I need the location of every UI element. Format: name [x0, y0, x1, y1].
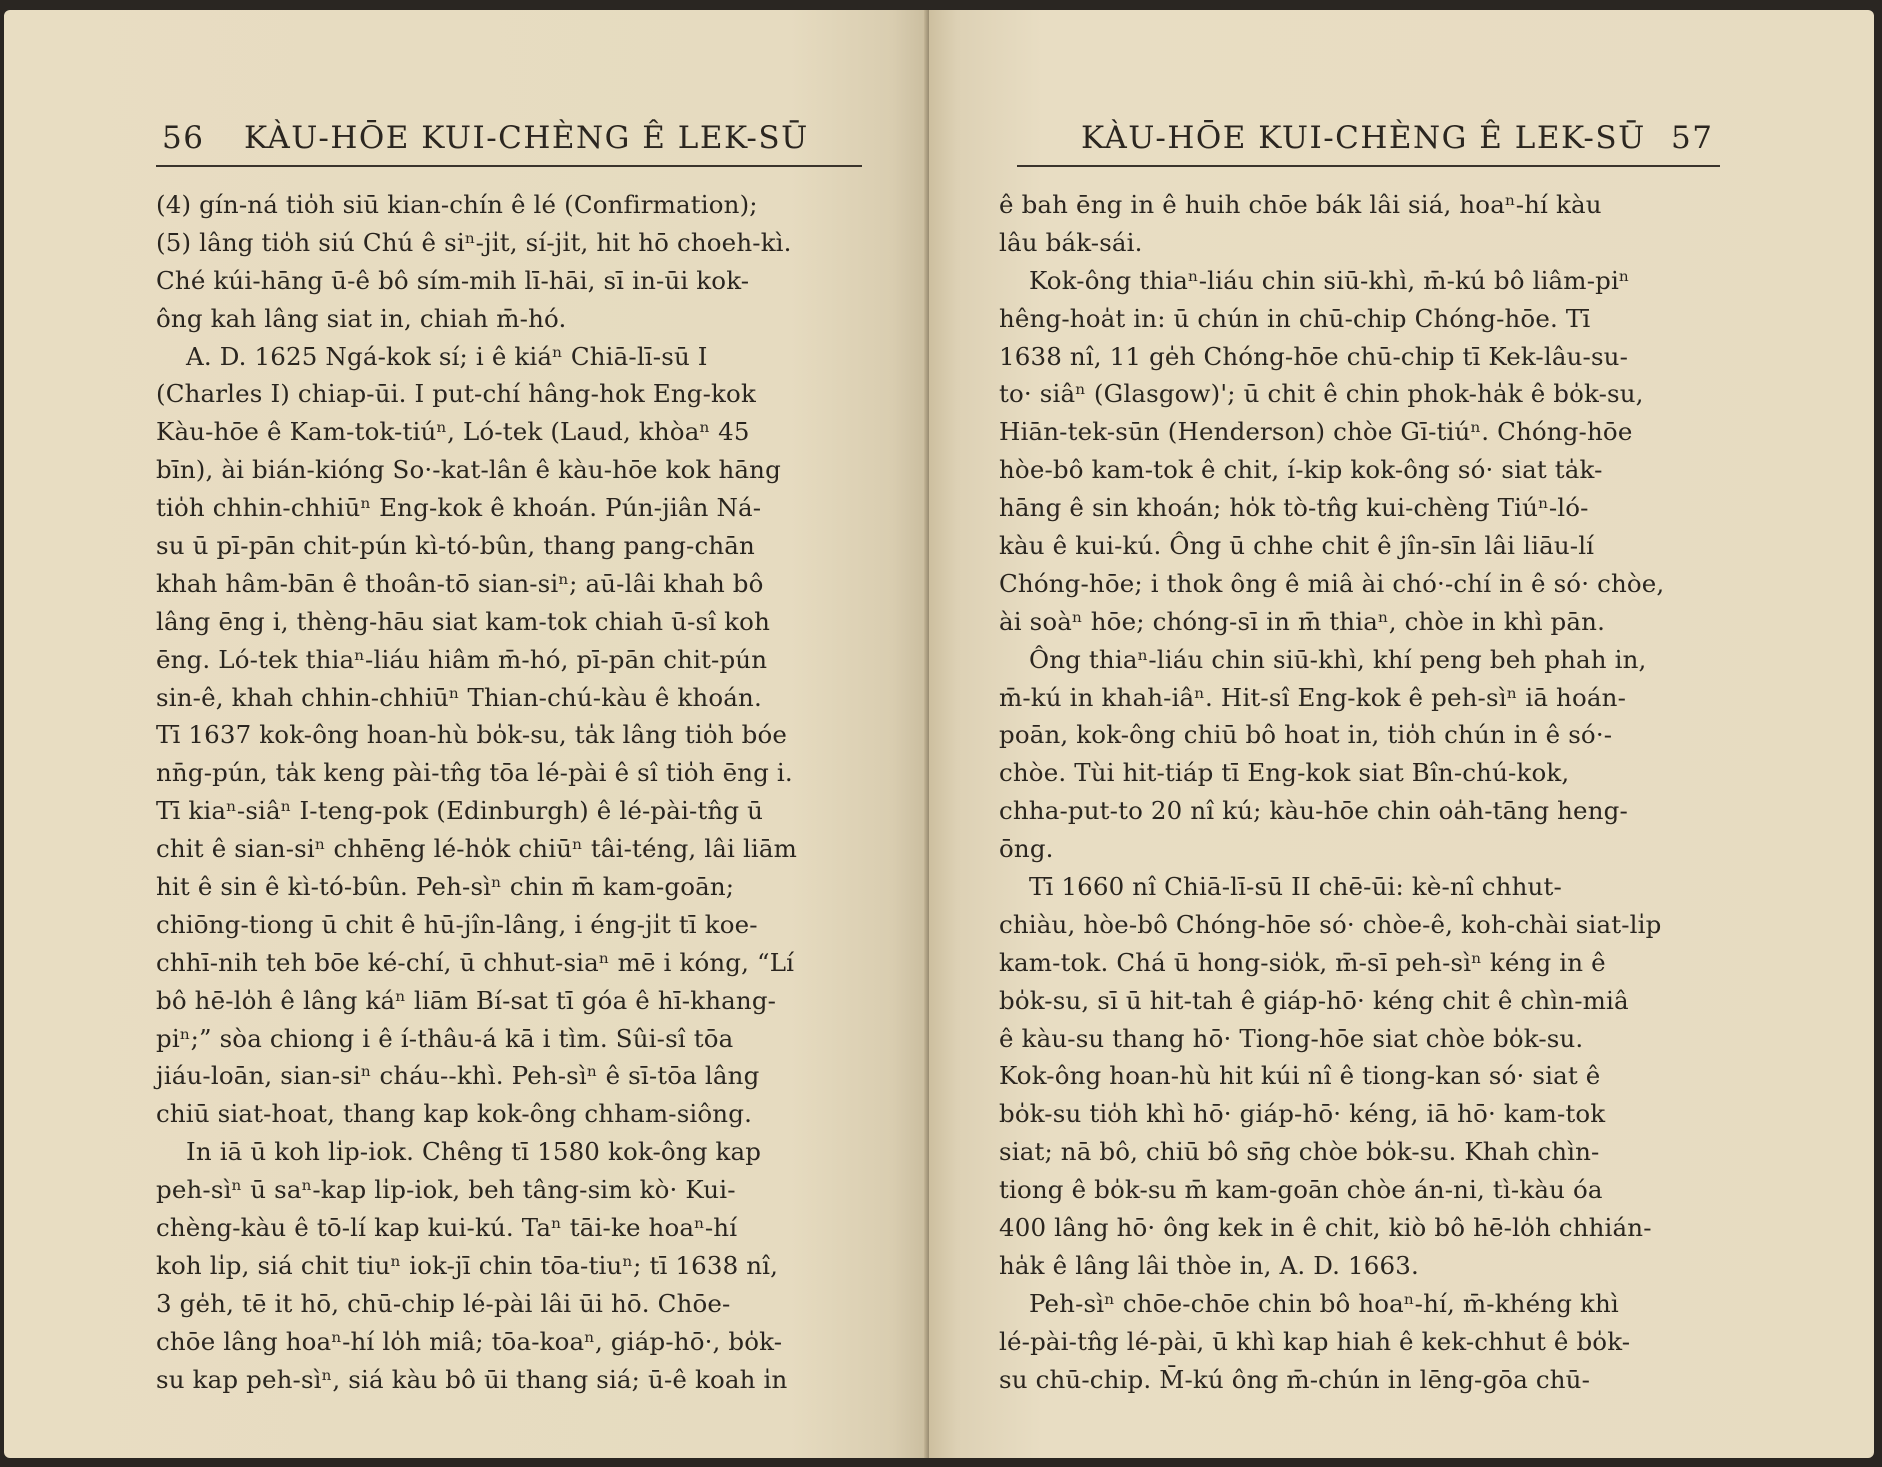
text-line: chōe lâng hoaⁿ-hí lo̍h miâ; tōa-koaⁿ, giáp-hō·, bo̍k-	[156, 1326, 783, 1356]
text-line: bô hē-lo̍h ê lâng káⁿ liām Bí-sat tī góa ê hī-khang-	[156, 985, 777, 1015]
text-line: poān, kok-ông chiū bô hoat in, tio̍h chún in ê só·-	[999, 720, 1613, 750]
text-line: chòe. Tùi hit-tiáp tī Eng-kok siat Bîn-chú-kok,	[999, 758, 1570, 788]
text-line: 1638 nî, 11 ge̍h Chóng-hōe chū-chip tī Kek-lâu-su-	[999, 341, 1629, 371]
text-line: tiong ê bo̍k-su m̄ kam-goān chòe án-ni, tì-kàu óa	[999, 1175, 1603, 1205]
text-line: to· siâⁿ (Glasgow)'; ū chit ê chin phok-ha̍k ê bo̍k-su,	[999, 379, 1644, 409]
text-line: Hiān-tek-sūn (Henderson) chòe Gī-tiúⁿ. Chóng-hōe	[999, 417, 1633, 447]
text-line: tio̍h chhin-chhiūⁿ Eng-kok ê khoán. Pún-jiân Ná-	[156, 493, 762, 523]
text-line: Tī kiaⁿ-siâⁿ I-teng-pok (Edinburgh) ê lé-pài-tn̂g ū	[156, 796, 764, 826]
text-line: chiōng-tiong ū chit ê hū-jîn-lâng, i éng-ji̍t tī koe-	[156, 909, 758, 939]
text-line: hòe-bô kam-tok ê chit, í-kip kok-ông só· siat ta̍k-	[999, 455, 1603, 485]
text-line: hêng-hoa̍t in: ū chún in chū-chip Chóng-hōe. Tī	[999, 303, 1591, 333]
left-page-number: 56	[162, 120, 205, 156]
text-line: lé-pài-tn̂g lé-pài, ū khì kap hiah ê kek-chhut ê bo̍k-	[999, 1326, 1631, 1356]
text-line: Kok-ông hoan-hù hit kúi nî ê tiong-kan só· siat ê	[999, 1061, 1601, 1091]
text-line: (Charles I) chiap-ūi. I put-chí hâng-hok Eng-kok	[156, 379, 756, 409]
right-page	[929, 10, 1874, 1458]
text-line: su kap peh-sìⁿ, siá kàu bô ūi thang siá; ū-ê koah i̍n	[156, 1364, 788, 1394]
text-line: su ū pī-pān chit-pún kì-tó-bûn, thang pang-chān	[156, 531, 755, 561]
text-line: kàu ê kui-kú. Ông ū chhe chit ê jîn-sīn lâi liāu-lí	[999, 531, 1595, 561]
text-line: bīn), ài bián-kióng So·-kat-lân ê kàu-hōe kok hāng	[156, 455, 781, 485]
text-line: In iā ū koh li̍p-iok. Chêng tī 1580 kok-ông kap	[186, 1137, 762, 1167]
text-line: (5) lâng tio̍h siú Chú ê siⁿ-ji̍t, sí-ji̍t, hit hō choeh-kì.	[156, 227, 792, 257]
right-header-rule	[1017, 165, 1720, 167]
text-line: Ông thiaⁿ-liáu chin siū-khì, khí peng beh phah in,	[1029, 644, 1647, 674]
text-line: peh-sìⁿ ū saⁿ-kap li̍p-iok, beh tâng-sim kò· Kui-	[156, 1175, 736, 1205]
text-line: ê kàu-su thang hō· Tiong-hōe siat chòe bo̍k-su.	[999, 1023, 1584, 1053]
text-line: bo̍k-su tio̍h khì hō· giáp-hō· kéng, iā hō· kam-tok	[999, 1099, 1606, 1129]
text-line: ōng.	[999, 834, 1054, 864]
text-line: Tī 1637 kok-ông hoan-hù bo̍k-su, ta̍k lâng tio̍h bóe	[156, 720, 788, 750]
text-line: ài soàⁿ hōe; chóng-sī in m̄ thiaⁿ, chòe in khì pān.	[999, 606, 1606, 636]
text-line: ēng. Ló-tek thiaⁿ-liáu hiâm m̄-hó, pī-pān chit-pún	[156, 644, 768, 674]
text-line: Tī 1660 nî Chiā-lī-sū II chē-ūi: kè-nî chhut-	[1029, 872, 1562, 902]
text-line: ông kah lâng siat in, chiah m̄-hó.	[156, 303, 567, 333]
left-header-rule	[156, 165, 862, 167]
text-line: jiáu-loān, sian-siⁿ cháu--khì. Peh-sìⁿ ê sī-tōa lâng	[156, 1061, 760, 1091]
right-body-text	[999, 186, 1719, 1399]
right-page-number: 57	[1671, 120, 1714, 156]
text-line: chit ê sian-siⁿ chhēng lé-ho̍k chiūⁿ tâi-téng, lâi liām	[156, 834, 798, 864]
text-line: ha̍k ê lâng lâi thòe in, A. D. 1663.	[999, 1250, 1419, 1280]
text-line: 400 lâng hō· ông kek in ê chit, kiò bô hē-lo̍h chhián-	[999, 1213, 1652, 1243]
text-line: hāng ê sin khoán; ho̍k tò-tn̂g kui-chèng Tiúⁿ-ló-	[999, 493, 1589, 523]
text-line: piⁿ;” sòa chiong i ê í-thâu-á kā i tìm. Sûi-sî tōa	[156, 1023, 734, 1053]
text-line: 3 ge̍h, tē it hō, chū-chip lé-pài lâi ūi hō. Chōe-	[156, 1288, 731, 1318]
text-line: chèng-kàu ê tō-lí kap kui-kú. Taⁿ tāi-ke hoaⁿ-hí	[156, 1213, 738, 1243]
text-line: Ché kúi-hāng ū-ê bô sím-mih lī-hāi, sī in-ūi kok-	[156, 265, 750, 295]
text-line: lâng ēng i, thèng-hāu siat kam-tok chiah ū-sî koh	[156, 606, 770, 636]
text-line: lâu bák-sái.	[999, 227, 1143, 257]
text-line: m̄-kú in khah-iâⁿ. Hit-sî Eng-kok ê peh-sìⁿ iā hoán-	[999, 682, 1627, 712]
text-line: hit ê sin ê kì-tó-bûn. Peh-sìⁿ chin m̄ kam-goān;	[156, 872, 735, 902]
text-line: kam-tok. Chá ū hong-sio̍k, m̄-sī peh-sìⁿ kéng in ê	[999, 947, 1606, 977]
text-line: chhī-nih teh bōe ké-chí, ū chhut-siaⁿ mē i kóng, “Lí	[156, 947, 795, 977]
text-line: bo̍k-su, sī ū hit-tah ê giáp-hō· kéng chit ê chìn-miâ	[999, 985, 1629, 1015]
text-line: nn̄g-pún, ta̍k keng pài-tn̂g tōa lé-pài ê sî tio̍h ēng i.	[156, 758, 793, 788]
text-line: (4) gín-ná tio̍h siū kian-chín ê lé (Confirmation);	[156, 190, 758, 219]
text-line: A. D. 1625 Ngá-kok sí; i ê kiáⁿ Chiā-lī-sū I	[186, 341, 708, 371]
text-line: chiàu, hòe-bô Chóng-hōe só· chòe-ê, koh-chài siat-li̍p	[999, 909, 1662, 939]
text-line: koh li̍p, siá chit tiuⁿ iok-jī chin tōa-tiuⁿ; tī 1638 nî,	[156, 1250, 779, 1280]
left-running-header: KÀU-HŌE KUI-CHÈNG Ê LEK-SŪ	[244, 120, 809, 156]
left-body-text	[156, 186, 871, 1399]
text-line: siat; nā bô, chiū bô sn̄g chòe bo̍k-su. Khah chìn-	[999, 1137, 1600, 1167]
text-line: sin-ê, khah chhin-chhiūⁿ Thian-chú-kàu ê khoán.	[156, 682, 762, 712]
text-line: khah hâm-bān ê thoân-tō sian-siⁿ; aū-lâi khah bô	[156, 568, 764, 598]
left-page	[4, 10, 929, 1458]
text-line: Kok-ông thiaⁿ-liáu chin siū-khì, m̄-kú bô liâm-piⁿ	[1029, 265, 1630, 295]
text-line: ê bah ēng in ê huih chōe bák lâi siá, hoaⁿ-hí kàu	[999, 190, 1602, 219]
text-line: su chū-chip. M̄-kú ông m̄-chún in lēng-gōa chū-	[999, 1364, 1591, 1394]
text-line: chiū siat-hoat, thang kap kok-ông chham-siông.	[156, 1099, 753, 1129]
text-line: Chóng-hōe; i thok ông ê miâ ài chó·-chí in ê só· chòe,	[999, 568, 1665, 598]
text-line: Peh-sìⁿ chōe-chōe chin bô hoaⁿ-hí, m̄-khéng khì	[1029, 1288, 1619, 1318]
text-line: chha-put-to 20 nî kú; kàu-hōe chin oa̍h-tāng heng-	[999, 796, 1628, 826]
text-line: Kàu-hōe ê Kam-tok-tiúⁿ, Ló-tek (Laud, khòaⁿ 45	[156, 417, 750, 447]
right-running-header: KÀU-HŌE KUI-CHÈNG Ê LEK-SŪ	[1081, 120, 1646, 156]
